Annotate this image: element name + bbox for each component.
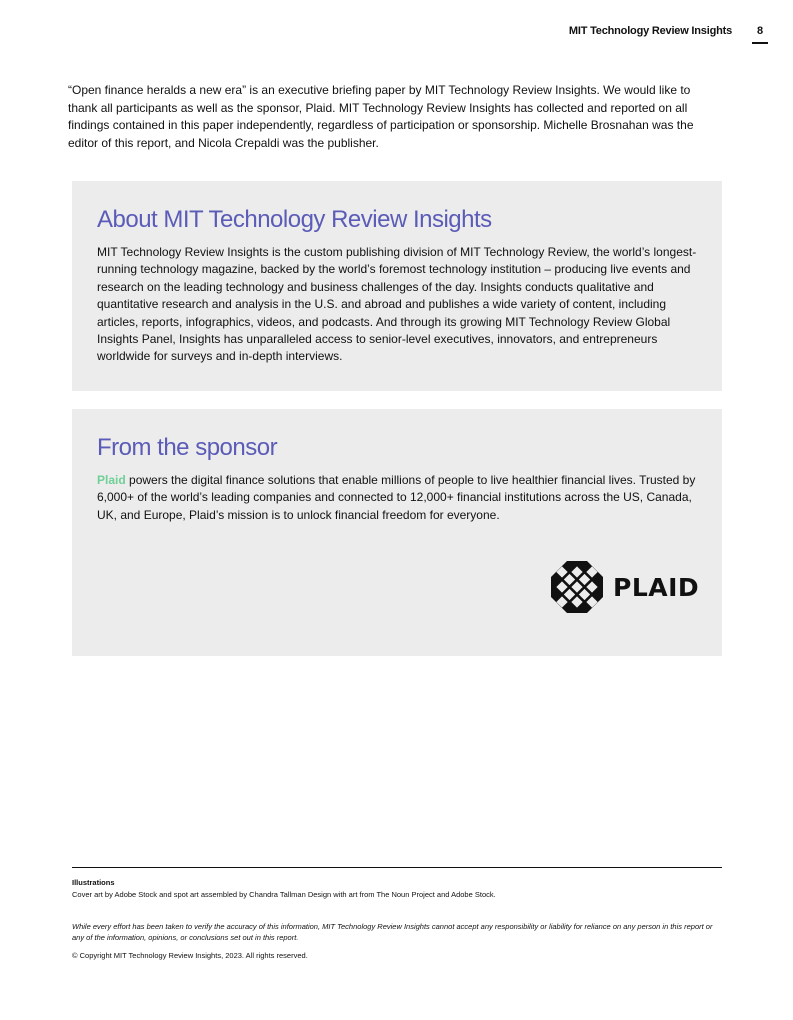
page-number-underline [752,42,768,44]
about-section [72,181,722,391]
footer-divider [72,867,722,868]
about-heading: About MIT Technology Review Insights [97,206,492,233]
sponsor-text [97,472,702,524]
plaid-logo [549,559,699,615]
sponsor-heading: From the sponsor [97,434,278,461]
running-header-title: MIT Technology Review Insights [568,25,732,37]
disclaimer-text: While every effort has been taken to verify the accuracy of this information, MIT Technology Review Insights cannot accept any responsibility or liability for reliance on any person in this report or any of the information, opinions, or conclusions set out in this report. [72,922,713,942]
illustrations-heading: Illustrations [72,878,115,887]
intro-paragraph: “Open finance heralds a new era” is an executive briefing paper by MIT Technology Review Insights. We would like to thank all participants as well as the sponsor, Plaid. MIT Technology Review Insights has collected and reported on all findings contained in this paper independently, regardless of participation or sponsorship. Michelle Brosnahan was the editor of this report, and Nicola Crepaldi was the publisher. [68,83,694,150]
copyright-text: © Copyright MIT Technology Review Insights, 2023. All rights reserved. [72,951,308,960]
about-text: MIT Technology Review Insights is the custom publishing division of MIT Technology Review, the world’s longest-running technology magazine, backed by the world’s foremost technology institution – producing live events and research on the leading technology and business challenges of the day. Insights conducts qualitative and quantitative research and analysis in the U.S. and abroad and publishes a wide variety of content, including articles, reports, infographics, videos, and podcasts. And through its growing MIT Technology Review Global Insights Panel, Insights has unparalleled access to senior-level executives, innovators, and entrepreneurs worldwide for surveys and in-depth interviews. [97,245,697,364]
illustrations-credit: Cover art by Adobe Stock and spot art assembled by Chandra Tallman Design with art from The Noun Project and Adobe Stock. [72,890,496,899]
sponsor-description: powers the digital finance solutions that enable millions of people to live healthier financial lives. Trusted by 6,000+ of the world’s leading companies and connected to 12,000+ financial institutions across the US, Canada, UK, and Europe, Plaid’s mission is to unlock financial freedom for everyone. [97,473,696,522]
plaid-logo-icon [549,559,605,615]
page-number: 8 [756,25,764,37]
plaid-wordmark: PLAID [613,572,700,602]
sponsor-name: Plaid [97,473,126,487]
sponsor-section [72,409,722,656]
